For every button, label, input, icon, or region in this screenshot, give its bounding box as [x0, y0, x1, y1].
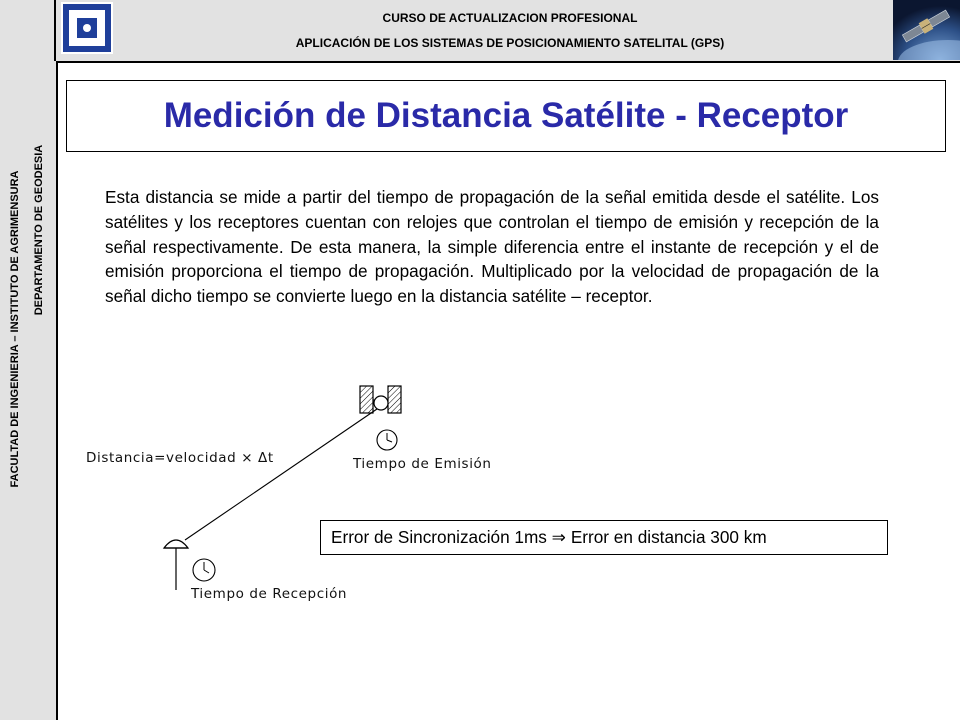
distance-formula: Distancia=velocidad × Δt	[86, 450, 274, 466]
emission-time-label: Tiempo de Emisión	[353, 456, 492, 472]
reception-time-label: Tiempo de Recepción	[191, 586, 348, 602]
sidebar-institution: FACULTAD DE INGENIERIA – INSTITUTO DE AGRIMENSURA	[9, 170, 21, 488]
sidebar-department: DEPARTAMENTO DE GEODESIA	[33, 144, 45, 316]
course-title: CURSO DE ACTUALIZACION PROFESIONAL	[382, 11, 638, 25]
emission-clock-icon	[377, 430, 397, 450]
receiver-antenna-icon	[164, 540, 188, 590]
satellite-icon	[360, 386, 401, 413]
sync-error-callout: Error de Sincronización 1ms ⇒ Error en distancia 300 km	[320, 520, 888, 555]
body-paragraph: Esta distancia se mide a partir del tiempo de propagación de la señal emitida desde el satélite. Los satélites y los receptores cuentan con relojes que controlan el tiempo de emisión y recepción de la señal respectivamente. De esta manera, la simple diferencia entre el instante de recepción y el de emisión proporciona el tiempo de propagación. Multiplicado por la velocidad de propagación de la señal dicho tiempo se convierte luego en la distancia satélite – receptor.	[105, 187, 879, 307]
slide-title: Medición de Distancia Satélite - Receptor	[66, 80, 946, 152]
reception-clock-icon	[193, 559, 215, 581]
course-subject: APLICACIÓN DE LOS SISTEMAS DE POSICIONAMIENTO SATELITAL (GPS)	[295, 36, 725, 50]
